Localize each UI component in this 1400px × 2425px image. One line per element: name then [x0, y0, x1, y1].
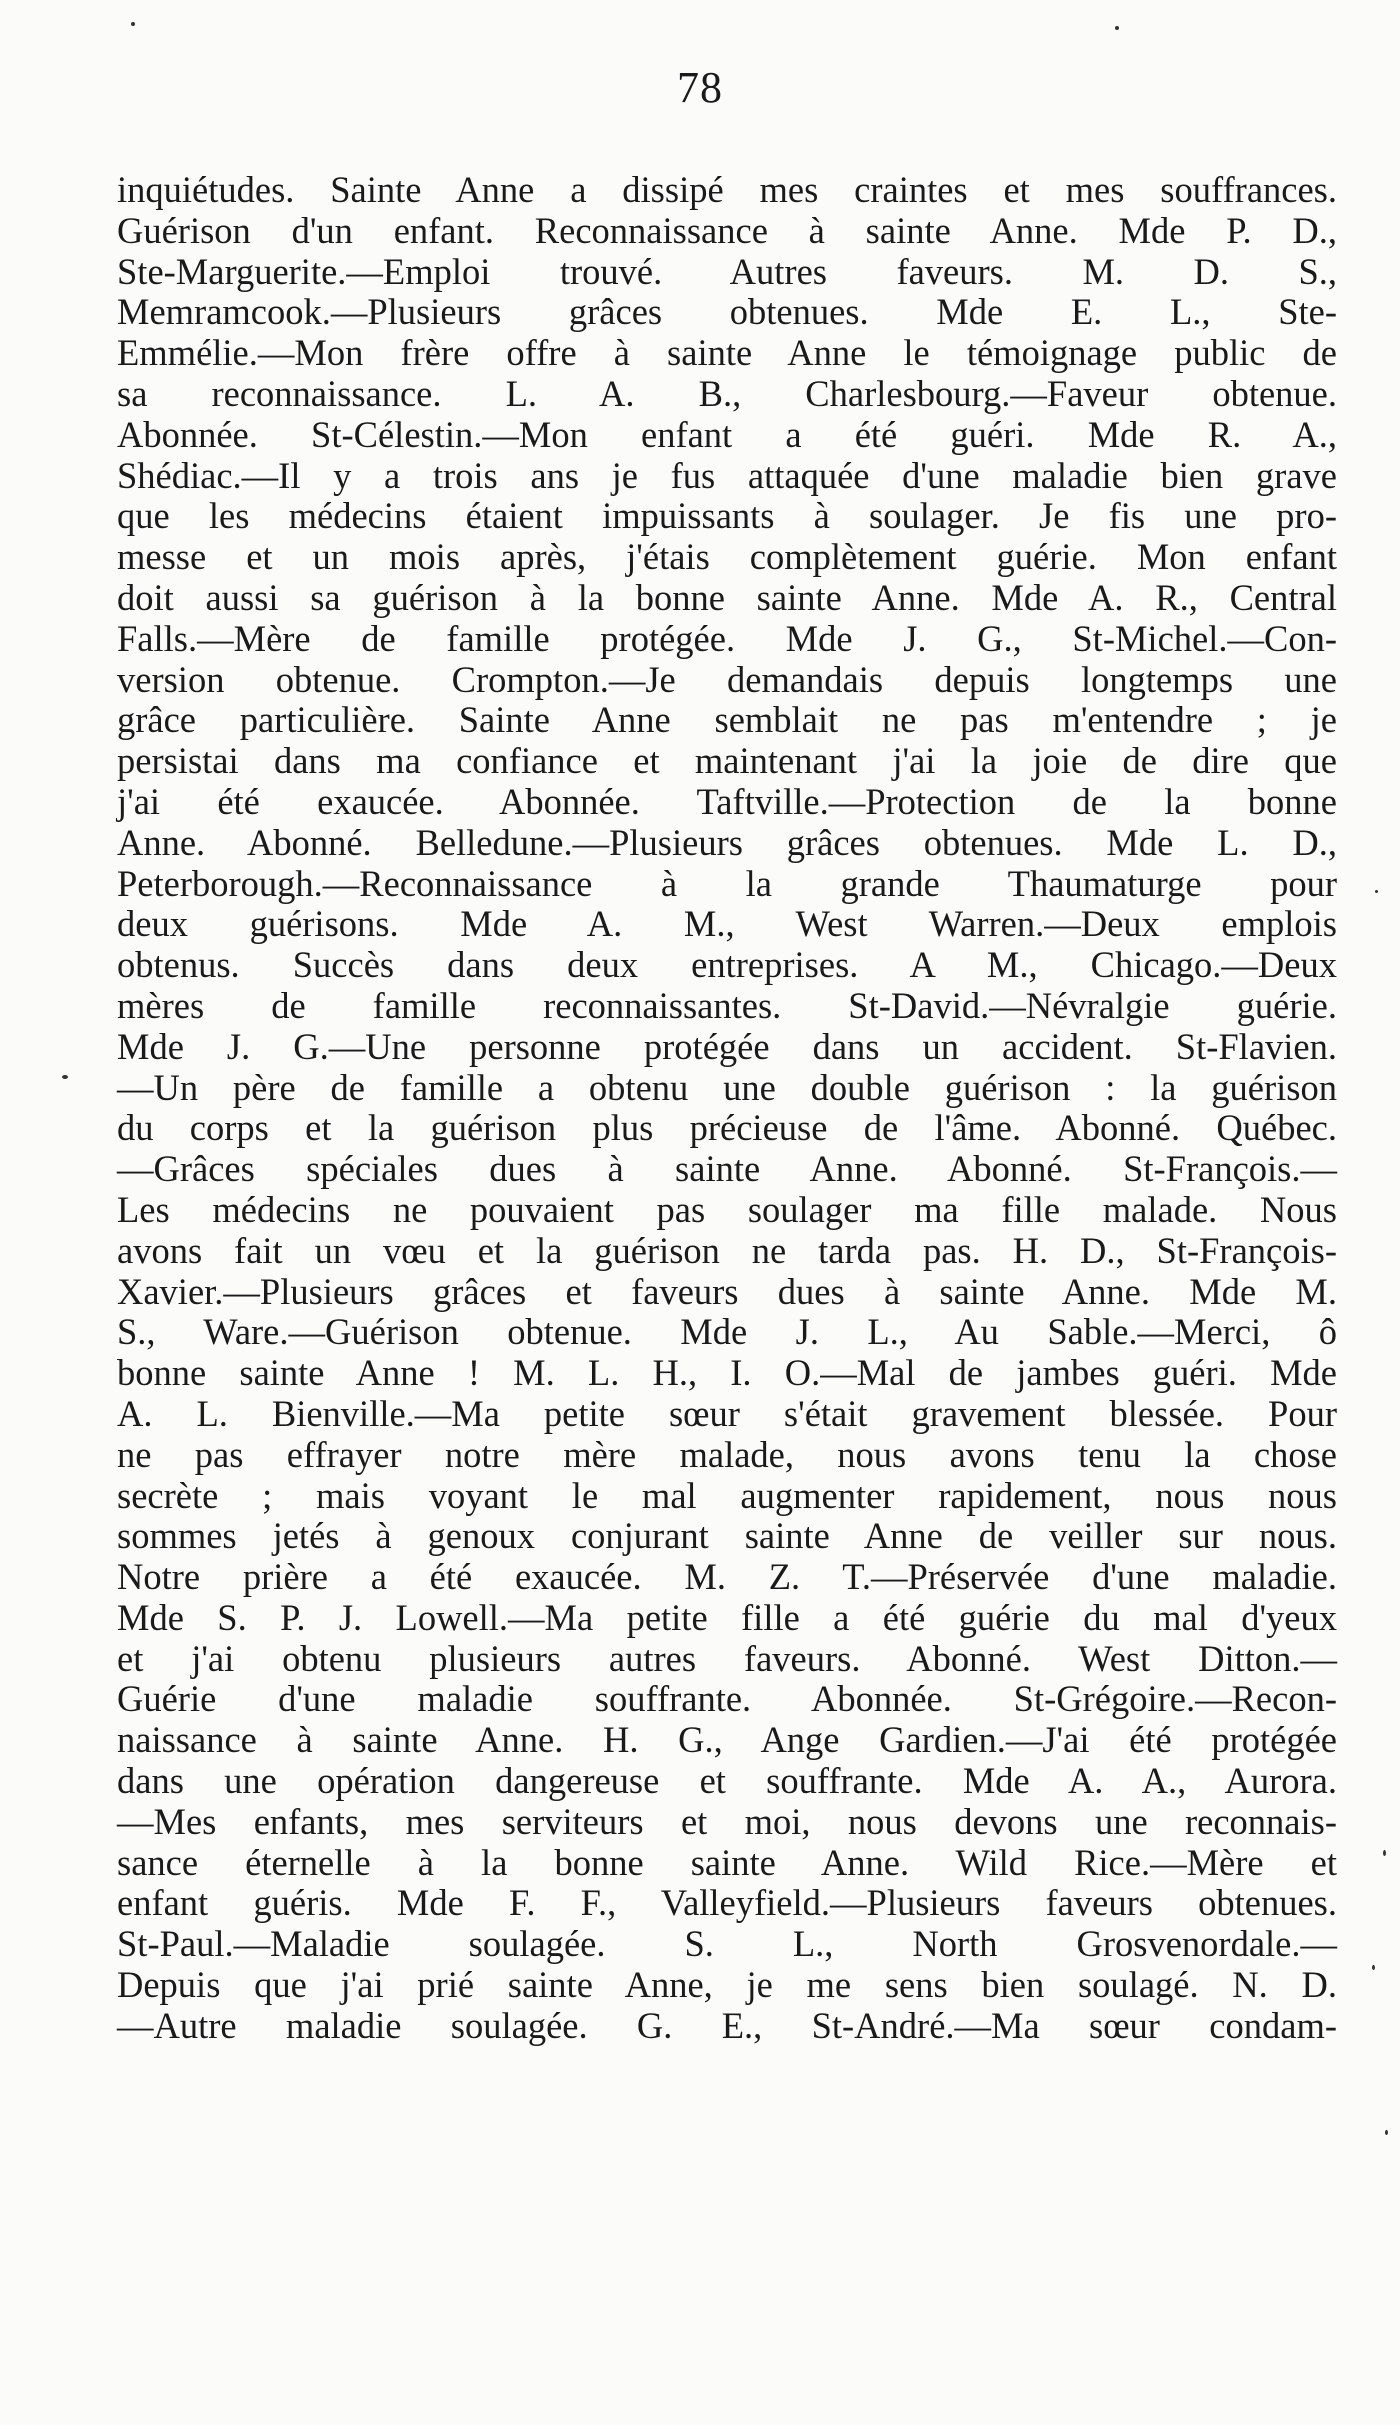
text-line: Abonnée. St-Célestin.—Mon enfant a été guéri. Mde R. A.,	[117, 413, 1337, 455]
scan-speck	[131, 22, 135, 26]
text-line: ne pas effrayer notre mère malade, nous avons tenu la chose	[117, 1433, 1337, 1475]
text-line: bonne sainte Anne ! M. L. H., I. O.—Mal de jambes guéri. Mde	[117, 1352, 1337, 1394]
scan-speck	[1385, 2130, 1388, 2135]
text-line: avons fait un vœu et la guérison ne tarda pas. H. D., St-François-	[117, 1229, 1337, 1271]
scan-speck	[62, 1075, 68, 1079]
text-line: du corps et la guérison plus précieuse de l'âme. Abonné. Québec.	[117, 1107, 1337, 1149]
text-line: enfant guéris. Mde F. F., Valleyfield.—Plusieurs faveurs obtenues.	[117, 1882, 1337, 1924]
body-text	[117, 170, 1337, 2047]
text-line: —Grâces spéciales dues à sainte Anne. Abonné. St-François.—	[117, 1148, 1337, 1190]
text-line: version obtenue. Crompton.—Je demandais depuis longtemps une	[117, 658, 1337, 700]
text-line: Ste-Marguerite.—Emploi trouvé. Autres faveurs. M. D. S.,	[117, 250, 1337, 292]
text-line: que les médecins étaient impuissants à soulager. Je fis une pro-	[117, 495, 1337, 537]
scan-speck	[1372, 1965, 1375, 1970]
text-line: naissance à sainte Anne. H. G., Ange Gardien.—J'ai été protégée	[117, 1719, 1337, 1761]
text-line: —Un père de famille a obtenu une double guérison : la guérison	[117, 1066, 1337, 1108]
text-line: Memramcook.—Plusieurs grâces obtenues. Mde E. L., Ste-	[117, 291, 1337, 333]
text-line: Guérie d'une maladie souffrante. Abonnée. St-Grégoire.—Recon-	[117, 1678, 1337, 1720]
text-line: sa reconnaissance. L. A. B., Charlesbourg.—Faveur obtenue.	[117, 372, 1337, 414]
text-line: mères de famille reconnaissantes. St-David.—Névralgie guérie.	[117, 984, 1337, 1026]
text-line: dans une opération dangereuse et souffrante. Mde A. A., Aurora.	[117, 1760, 1337, 1802]
text-line: sommes jetés à genoux conjurant sainte Anne de veiller sur nous.	[117, 1515, 1337, 1557]
text-line: Anne. Abonné. Belledune.—Plusieurs grâces obtenues. Mde L. D.,	[117, 821, 1337, 863]
text-line: St-Paul.—Maladie soulagée. S. L., North Grosvenordale.—	[117, 1923, 1337, 1965]
text-line: Falls.—Mère de famille protégée. Mde J. G., St-Michel.—Con-	[117, 617, 1337, 659]
text-line: Emmélie.—Mon frère offre à sainte Anne le témoignage public de	[117, 332, 1337, 374]
text-line: Peterborough.—Reconnaissance à la grande Thaumaturge pour	[117, 862, 1337, 904]
page-number: 78	[677, 63, 723, 112]
text-line: persistai dans ma confiance et maintenant j'ai la joie de dire que	[117, 740, 1337, 782]
text-line: grâce particulière. Sainte Anne semblait ne pas m'entendre ; je	[117, 699, 1337, 741]
text-line: deux guérisons. Mde A. M., West Warren.—Deux emplois	[117, 903, 1337, 945]
text-line: Depuis que j'ai prié sainte Anne, je me sens bien soulagé. N. D.	[117, 1964, 1337, 2006]
text-line: Notre prière a été exaucée. M. Z. T.—Préservée d'une maladie.	[117, 1556, 1337, 1598]
text-line: —Autre maladie soulagée. G. E., St-André.—Ma sœur condam-	[117, 2004, 1337, 2046]
text-line: —Mes enfants, mes serviteurs et moi, nous devons une reconnais-	[117, 1800, 1337, 1842]
text-line: Mde S. P. J. Lowell.—Ma petite fille a été guérie du mal d'yeux	[117, 1596, 1337, 1638]
text-line: Shédiac.—Il y a trois ans je fus attaquée d'une maladie bien grave	[117, 454, 1337, 496]
text-line: doit aussi sa guérison à la bonne sainte Anne. Mde A. R., Central	[117, 576, 1337, 618]
text-line: Guérison d'un enfant. Reconnaissance à sainte Anne. Mde P. D.,	[117, 209, 1337, 251]
text-line: messe et un mois après, j'étais complètement guérie. Mon enfant	[117, 536, 1337, 578]
text-line: sance éternelle à la bonne sainte Anne. Wild Rice.—Mère et	[117, 1841, 1337, 1883]
text-line: Xavier.—Plusieurs grâces et faveurs dues à sainte Anne. Mde M.	[117, 1270, 1337, 1312]
text-line: et j'ai obtenu plusieurs autres faveurs. Abonné. West Ditton.—	[117, 1637, 1337, 1679]
text-line: inquiétudes. Sainte Anne a dissipé mes craintes et mes souffrances.	[117, 169, 1337, 210]
text-line: Les médecins ne pouvaient pas soulager ma fille malade. Nous	[117, 1188, 1337, 1230]
text-line: Mde J. G.—Une personne protégée dans un accident. St-Flavien.	[117, 1025, 1337, 1067]
scan-speck	[1115, 26, 1119, 30]
scan-speck	[1383, 1850, 1386, 1856]
text-line: j'ai été exaucée. Abonnée. Taftville.—Protection de la bonne	[117, 780, 1337, 822]
scan-speck	[1375, 890, 1378, 893]
text-line: A. L. Bienville.—Ma petite sœur s'était gravement blessée. Pour	[117, 1392, 1337, 1434]
text-line: obtenus. Succès dans deux entreprises. A M., Chicago.—Deux	[117, 944, 1337, 986]
text-line: S., Ware.—Guérison obtenue. Mde J. L., Au Sable.—Merci, ô	[117, 1311, 1337, 1353]
text-line: secrète ; mais voyant le mal augmenter rapidement, nous nous	[117, 1474, 1337, 1516]
